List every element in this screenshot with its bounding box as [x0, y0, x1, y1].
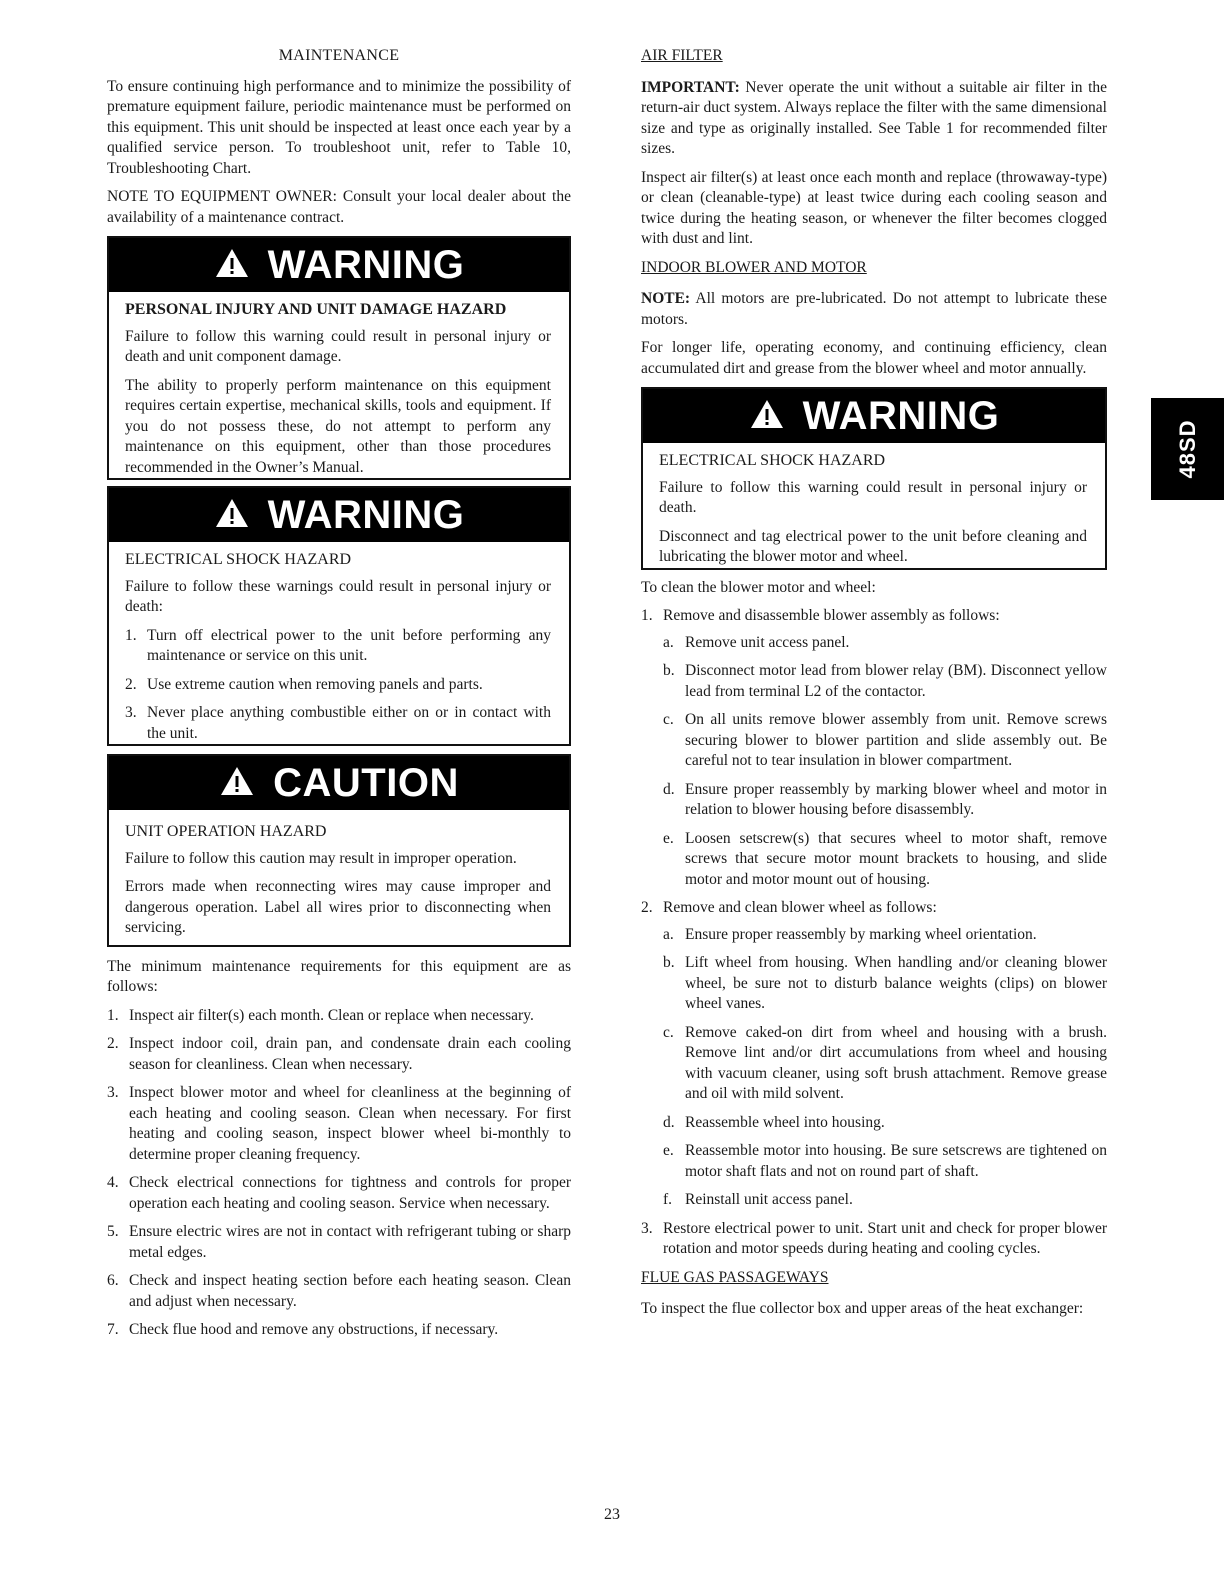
blower-heading: INDOOR BLOWER AND MOTOR	[641, 258, 867, 276]
warning-triangle-icon	[214, 247, 250, 279]
sub-list-item: e. Reassemble motor into housing. Be sure setscrews are tightened on motor shaft flats and not on round part of shaft.	[663, 1142, 1107, 1180]
warning-list	[125, 626, 551, 745]
air-filter-inspect: Inspect air filter(s) at least once each month and replace (throwaway-type) or clean (cleanable-type) at least twice during each cooling season and twice during the heating season, or whenever the filter becomes clogged with dust and lint.	[641, 168, 1107, 247]
list-item: 3. Inspect blower motor and wheel for cleanliness at the beginning of each heating and cooling season. Clean when necessary. For first heating and cooling season, inspect blower wheel bi-monthly to determine proper cleaning frequency.	[107, 1084, 571, 1163]
page-number: 23	[604, 1506, 620, 1523]
hazard-title: UNIT OPERATION HAZARD	[125, 823, 327, 840]
left-column	[107, 46, 571, 1349]
warning-text: Disconnect and tag electrical power to the unit before cleaning and lubricating the blower motor and wheel.	[659, 527, 1087, 565]
clean-steps-list	[641, 606, 1107, 1260]
hazard-title: PERSONAL INJURY AND UNIT DAMAGE HAZARD	[125, 301, 507, 318]
right-column	[641, 46, 1107, 1328]
warning-banner	[643, 389, 1105, 443]
caution-text: Errors made when reconnecting wires may cause improper and dangerous operation. Label all wires prior to disconnecting when servicing.	[125, 878, 551, 936]
sub-list-item: d. Ensure proper reassembly by marking blower wheel and motor in relation to blower housing before disassembly.	[663, 780, 1107, 818]
owner-note: NOTE TO EQUIPMENT OWNER: Consult your local dealer about the availability of a maintenance contract.	[107, 188, 571, 226]
warning-box-electrical-shock	[107, 486, 571, 746]
sub-list-item: b. Lift wheel from housing. When handling and/or cleaning blower wheel, be sure not to disturb balance weights (clips) on blower wheel vanes.	[663, 954, 1107, 1012]
flue-heading: FLUE GAS PASSAGEWAYS	[641, 1268, 829, 1286]
sub-list-item: a. Remove unit access panel.	[663, 633, 850, 651]
sub-list-item: d. Reassemble wheel into housing.	[663, 1113, 885, 1131]
warning-triangle-icon	[214, 497, 250, 529]
warning-banner	[109, 238, 569, 292]
warning-banner-text: WARNING	[802, 394, 1000, 438]
blower-note: NOTE: All motors are pre-lubricated. Do not attempt to lubricate these motors.	[641, 290, 1107, 328]
sub-list-item: e. Loosen setscrew(s) that secures wheel to motor shaft, remove screws that secure motor mount brackets to housing, and slide motor and motor mount out of housing.	[663, 829, 1107, 888]
list-item: 4. Check electrical connections for tightness and controls for proper operation each heating and cooling season. Service when necessary.	[107, 1174, 571, 1212]
caution-banner	[109, 756, 569, 810]
caution-banner-text: CAUTION	[273, 761, 459, 805]
sub-list-item: c. Remove caked-on dirt from wheel and housing with a brush. Remove lint and/or dirt accumulations from wheel and housing with vacuum cleaner, using soft brush attachment. Remove grease and oil with mild solvent.	[663, 1023, 1107, 1102]
flue-text: To inspect the flue collector box and upper areas of the heat exchanger:	[641, 1300, 1084, 1317]
blower-clean: For longer life, operating economy, and continuing efficiency, clean accumulated dirt and grease from the blower wheel and motor annually.	[641, 339, 1107, 377]
hazard-title: ELECTRICAL SHOCK HAZARD	[659, 452, 886, 469]
maintenance-title: MAINTENANCE	[278, 47, 400, 64]
sub-list-item: a. Ensure proper reassembly by marking wheel orientation.	[663, 925, 1037, 943]
sub-list	[663, 633, 1107, 891]
requirements-intro: The minimum maintenance requirements for this equipment are as follows:	[107, 957, 571, 995]
list-item: 5. Ensure electric wires are not in contact with refrigerant tubing or sharp metal edges.	[107, 1223, 571, 1261]
sub-list-item: b. Disconnect motor lead from blower relay (BM). Disconnect yellow lead from terminal L2 of the contactor.	[663, 662, 1107, 700]
warning-banner-text: WARNING	[267, 493, 465, 537]
list-item: 2. Use extreme caution when removing panels and parts.	[125, 675, 483, 693]
sub-list-item: c. On all units remove blower assembly from unit. Remove screws securing blower to blower partition and slide assembly out. Be careful not to tear insulation in blower compartment.	[663, 711, 1107, 769]
caution-text: Failure to follow this caution may result in improper operation.	[125, 849, 517, 867]
list-item: 3. Restore electrical power to unit. Start unit and check for proper blower rotation and motor speeds during heating and cooling cycles.	[641, 1219, 1107, 1257]
hazard-title: ELECTRICAL SHOCK HAZARD	[125, 551, 352, 568]
list-item: 6. Check and inspect heating section before each heating season. Clean and adjust when necessary.	[107, 1272, 571, 1310]
maintenance-intro: To ensure continuing high performance and to minimize the possibility of premature equipment failure, periodic maintenance must be performed on this equipment. This unit should be inspected at least once each year by a qualified service person. To troubleshoot unit, refer to Table 10, Troubleshooting Chart.	[107, 77, 571, 177]
warning-text: Failure to follow this warning could result in personal injury or death.	[659, 478, 1087, 516]
warning-text: The ability to properly perform maintenance on this equipment requires certain expertise, mechanical skills, tools and equipment. If you do not possess these, do not attempt to perform any maintenance on this equipment, other than those procedures recommended in the Owner’s Manual.	[125, 376, 551, 476]
warning-banner	[109, 488, 569, 542]
warning-box-blower	[641, 387, 1107, 570]
list-item: 1. Inspect air filter(s) each month. Clean or replace when necessary.	[107, 1006, 534, 1024]
warning-box-personal-injury	[107, 236, 571, 480]
clean-intro: To clean the blower motor and wheel:	[641, 578, 876, 596]
warning-triangle-icon	[749, 398, 785, 430]
list-item: 2. Inspect indoor coil, drain pan, and condensate drain each cooling season for cleanliness. Clean when necessary.	[107, 1035, 571, 1073]
warning-banner-text: WARNING	[267, 243, 465, 287]
list-item: 1. Turn off electrical power to the unit before performing any maintenance or service on this unit.	[125, 626, 551, 664]
list-item: 1. Remove and disassemble blower assembly as follows: a. Remove unit access panel. b. Disconnect motor lead from blower relay (BM). Disconnect yellow lead from terminal L2 of the contactor. c. On all units remove blower assembly from unit. Remove screws securing blower to blower partition and slide assembly out. Be careful not to tear insulation in blower compartment. d. Ensure proper reassembly by marking blower wheel and motor in relation to blower housing before disassembly. e. Loosen setscrew(s) that secures wheel to motor shaft, remove screws that secure motor mount brackets to housing, and slide motor and motor mount out of housing.	[641, 606, 1107, 890]
sub-list	[663, 925, 1107, 1211]
warning-triangle-icon	[219, 765, 255, 797]
warning-text: Failure to follow this warning could result in personal injury or death and unit component damage.	[125, 327, 551, 365]
air-filter-important: IMPORTANT: Never operate the unit without a suitable air filter in the return-air duct system. Always replace the filter with the same dimensional size and type as originally installed. See Table 1 for recommended filter sizes.	[641, 78, 1108, 157]
requirements-list	[107, 1006, 571, 1341]
list-item: 3. Never place anything combustible either on or in contact with the unit.	[125, 704, 551, 742]
sub-list-item: f. Reinstall unit access panel.	[663, 1191, 853, 1208]
caution-box	[107, 754, 571, 947]
air-filter-heading: AIR FILTER	[641, 47, 723, 64]
list-item: 7. Check flue hood and remove any obstructions, if necessary.	[107, 1321, 499, 1338]
list-item: 2. Remove and clean blower wheel as follows: a. Ensure proper reassembly by marking wheel orientation. b. Lift wheel from housing. When handling and/or cleaning blower wheel, be sure not to disturb balance weights (clips) on blower wheel vanes. c. Remove caked-on dirt from wheel and housing with a brush. Remove lint and/or dirt accumulations from wheel and housing with vacuum cleaner, using soft brush attachment. Remove grease and oil with mild solvent. d. Reassemble wheel into housing. e. Reassemble motor into housing. Be sure setscrews are tightened on motor shaft flats and not on round part of shaft. f. Reinstall unit access panel.	[641, 898, 1107, 1211]
warning-text: Failure to follow these warnings could result in personal injury or death:	[125, 577, 551, 615]
side-tab: 48SD	[1151, 398, 1224, 500]
